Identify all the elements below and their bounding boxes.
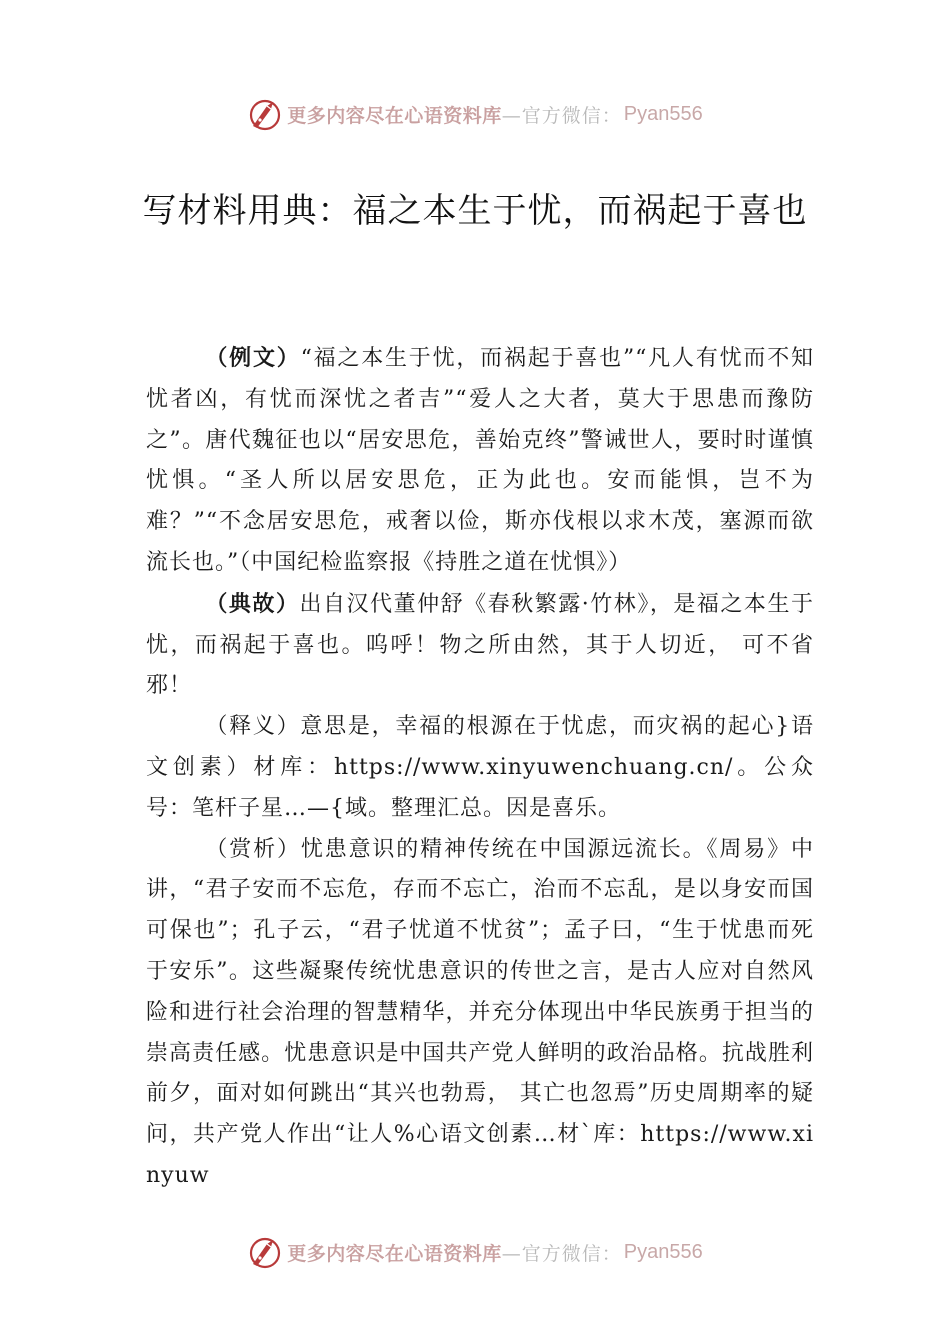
paragraph-tag-allusion: （典故） <box>205 590 300 617</box>
paragraph-allusion <box>146 584 814 707</box>
paragraph-text-allusion: 出自汉代董仲舒《春秋繁露·竹林》，是福之本生于忧，而祸起于喜也。呜呼！物之所由然，其于人切近， 可不省邪！ <box>146 591 814 699</box>
paragraph-meaning <box>146 707 814 829</box>
page-header <box>0 94 950 134</box>
paragraph-analysis <box>146 830 814 1197</box>
paragraph-example <box>146 338 814 584</box>
header-banner-id: Pyan556 <box>623 102 703 125</box>
footer-banner <box>247 1234 703 1270</box>
header-banner-sub: —官方微信： <box>501 104 622 127</box>
paragraph-text-analysis: （赏析）忧患意识的精神传统在中国源远流长。《周易》中讲，“君子安而不忘危，存而不忘亡，治而不忘乱，是以身安而国可保也”；孔子云，“君子忧道不忧贫”；孟子曰，“生于忧患而死于安乐”。这些凝聚传统忧患意识的传世之言，是古人应对自然风险和进行社会治理的智慧精华，并充分体现出中华民族勇于担当的崇高责任感。忧患意识是中国共产党人鲜明的政治品格。抗战胜利前夕，面对如何跳出“其兴也勃焉， 其亡也忽焉”历史周期率的疑问，共产党人作出“让人%心语文创素…材`库：https://www.xinyuw <box>146 836 814 1188</box>
footer-banner-main: 更多内容尽在心语资料库 <box>287 1242 502 1265</box>
pen-nib-circle-icon <box>247 1234 283 1270</box>
paragraph-tag-example: （例文） <box>205 345 301 371</box>
document-title: 写材料用典：福之本生于忧，而祸起于喜也 <box>142 191 808 231</box>
footer-banner-id: Pyan556 <box>623 1240 703 1263</box>
page-footer <box>0 1232 950 1272</box>
footer-banner-sub: —官方微信： <box>501 1242 622 1265</box>
paragraph-text-example: “福之本生于忧，而祸起于喜也”“凡人有忧而不知忧者凶，有忧而深忧之者吉”“爱人之大者，莫大于思患而豫防之”。唐代魏征也以“居安思危，善始克终”警诫世人，要时时谨慎忧惧。“圣人所以居安思危，正为此也。安而能惧，岂不为难？”“不念居安思危，戒奢以俭，斯亦伐根以求木茂，塞源而欲流长也。”（中国纪检监察报《持胜之道在忧惧》） <box>146 346 814 575</box>
header-banner-main: 更多内容尽在心语资料库 <box>287 104 502 127</box>
pen-nib-circle-icon <box>247 96 283 132</box>
document-body <box>146 338 814 1197</box>
header-banner <box>247 96 703 132</box>
paragraph-text-meaning: （释义）意思是，幸福的根源在于忧虑，而灾祸的起心}语文创素）材库：https://www.xinyuwenchuang.cn/。公众号：笔杆子星…—{域。整理汇总。因是喜乐。 <box>146 714 814 821</box>
